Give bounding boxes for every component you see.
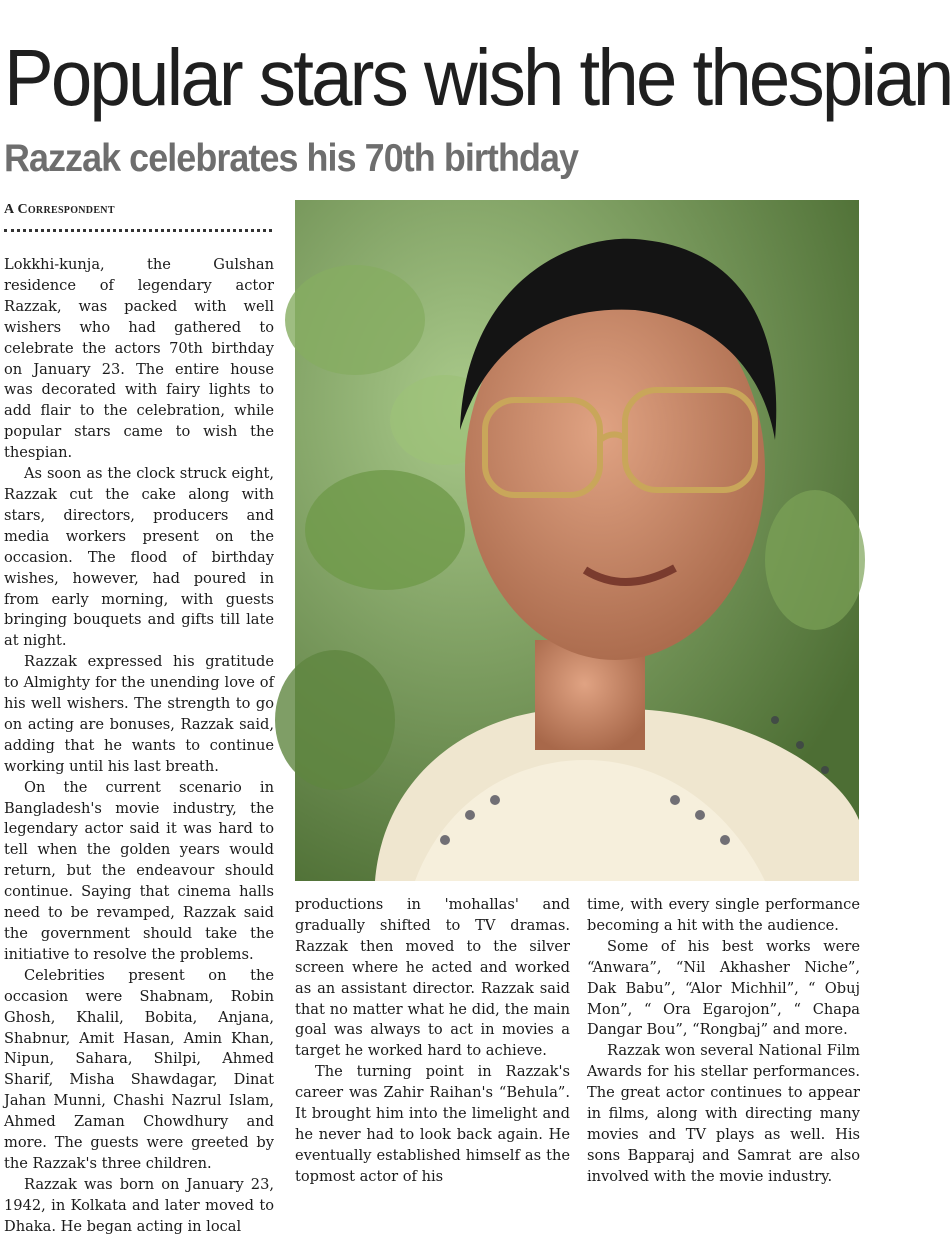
paragraph: productions in 'mohallas' and gradually shifted to TV dramas. Razzak then moved to the silver screen where he acted and worked as an assistant director. Razzak said that no matter what he did, the main goal was always to act in movies a target he worked hard to achieve.	[295, 896, 570, 1060]
paragraph: Celebrities present on the occasion were Shabnam, Robin Ghosh, Khalil, Bobita, Anjana, Shabnur, Amit Hasan, Amin Khan, Nipun, Sahara, Shilpi, Ahmed Sharif, Misha Shawdagar, Dinat Jahan Munni, Chashi Nazrul Islam, Ahmed Zaman Chowdhury and more. The guests were greeted by the Razzak's three children.	[4, 966, 274, 1172]
paragraph: As soon as the clock struck eight, Razzak cut the cake along with stars, directors, producers and media workers present on the occasion. The flood of birthday wishes, however, had poured in from early morning, with guests bringing bouquets and gifts till late at night.	[4, 465, 274, 650]
paragraph: On the current scenario in Bangladesh's movie industry, the legendary actor said it was hard to tell when the golden years would return, but the endeavour should continue. Saying that cinema halls need to be revamped, Razzak said the government should take the initiative to resolve the problems.	[4, 778, 274, 963]
paragraph: Lokkhi-kunja, the Gulshan residence of legendary actor Razzak, was packed with well wishers who had gathered to celebrate the actors 70th birthday on January 23. The entire house was decorated with fairy lights to add flair to the celebration, while popular stars came to wish the thespian.	[4, 256, 274, 462]
paragraph: The turning point in Razzak's career was Zahir Raihan's “Behula”. It brought him into the limelight and he never had to look back again. He eventually established himself as the topmost actor of his	[295, 1063, 570, 1185]
article-column-3	[587, 895, 860, 1210]
headline: Popular stars wish the thespian	[4, 33, 951, 122]
byline: A Correspondent	[4, 202, 115, 217]
paragraph: Razzak was born on January 23, 1942, in Kolkata and later moved to Dhaka. He began acting in local	[4, 1175, 274, 1235]
byline-divider	[4, 229, 272, 232]
article-column-1	[4, 255, 274, 1235]
paragraph: Some of his best works were “Anwara”, “Nil Akhasher Niche”, Dak Babu”, “Alor Michhil”, “ Obuj Mon”, “ Ora Egarojon”, “ Chapa Dangar Bou”, “Rongbaj” and more.	[587, 937, 860, 1039]
portrait-photo-icon	[295, 200, 859, 881]
paragraph: time, with every single performance becoming a hit with the audience.	[587, 896, 860, 934]
paragraph: Razzak won several National Film Awards for his stellar performances. The great actor continues to appear in films, along with directing many movies and TV plays as well. His sons Bapparaj and Samrat are also involved with the movie industry.	[587, 1042, 860, 1185]
paragraph: Razzak expressed his gratitude to Almighty for the unending love of his well wishers. The strength to go on acting are bonuses, Razzak said, adding that he wants to continue working until his last breath.	[4, 653, 274, 775]
article-column-2	[295, 895, 570, 1210]
subheadline: Razzak celebrates his 70th birthday	[4, 137, 579, 180]
